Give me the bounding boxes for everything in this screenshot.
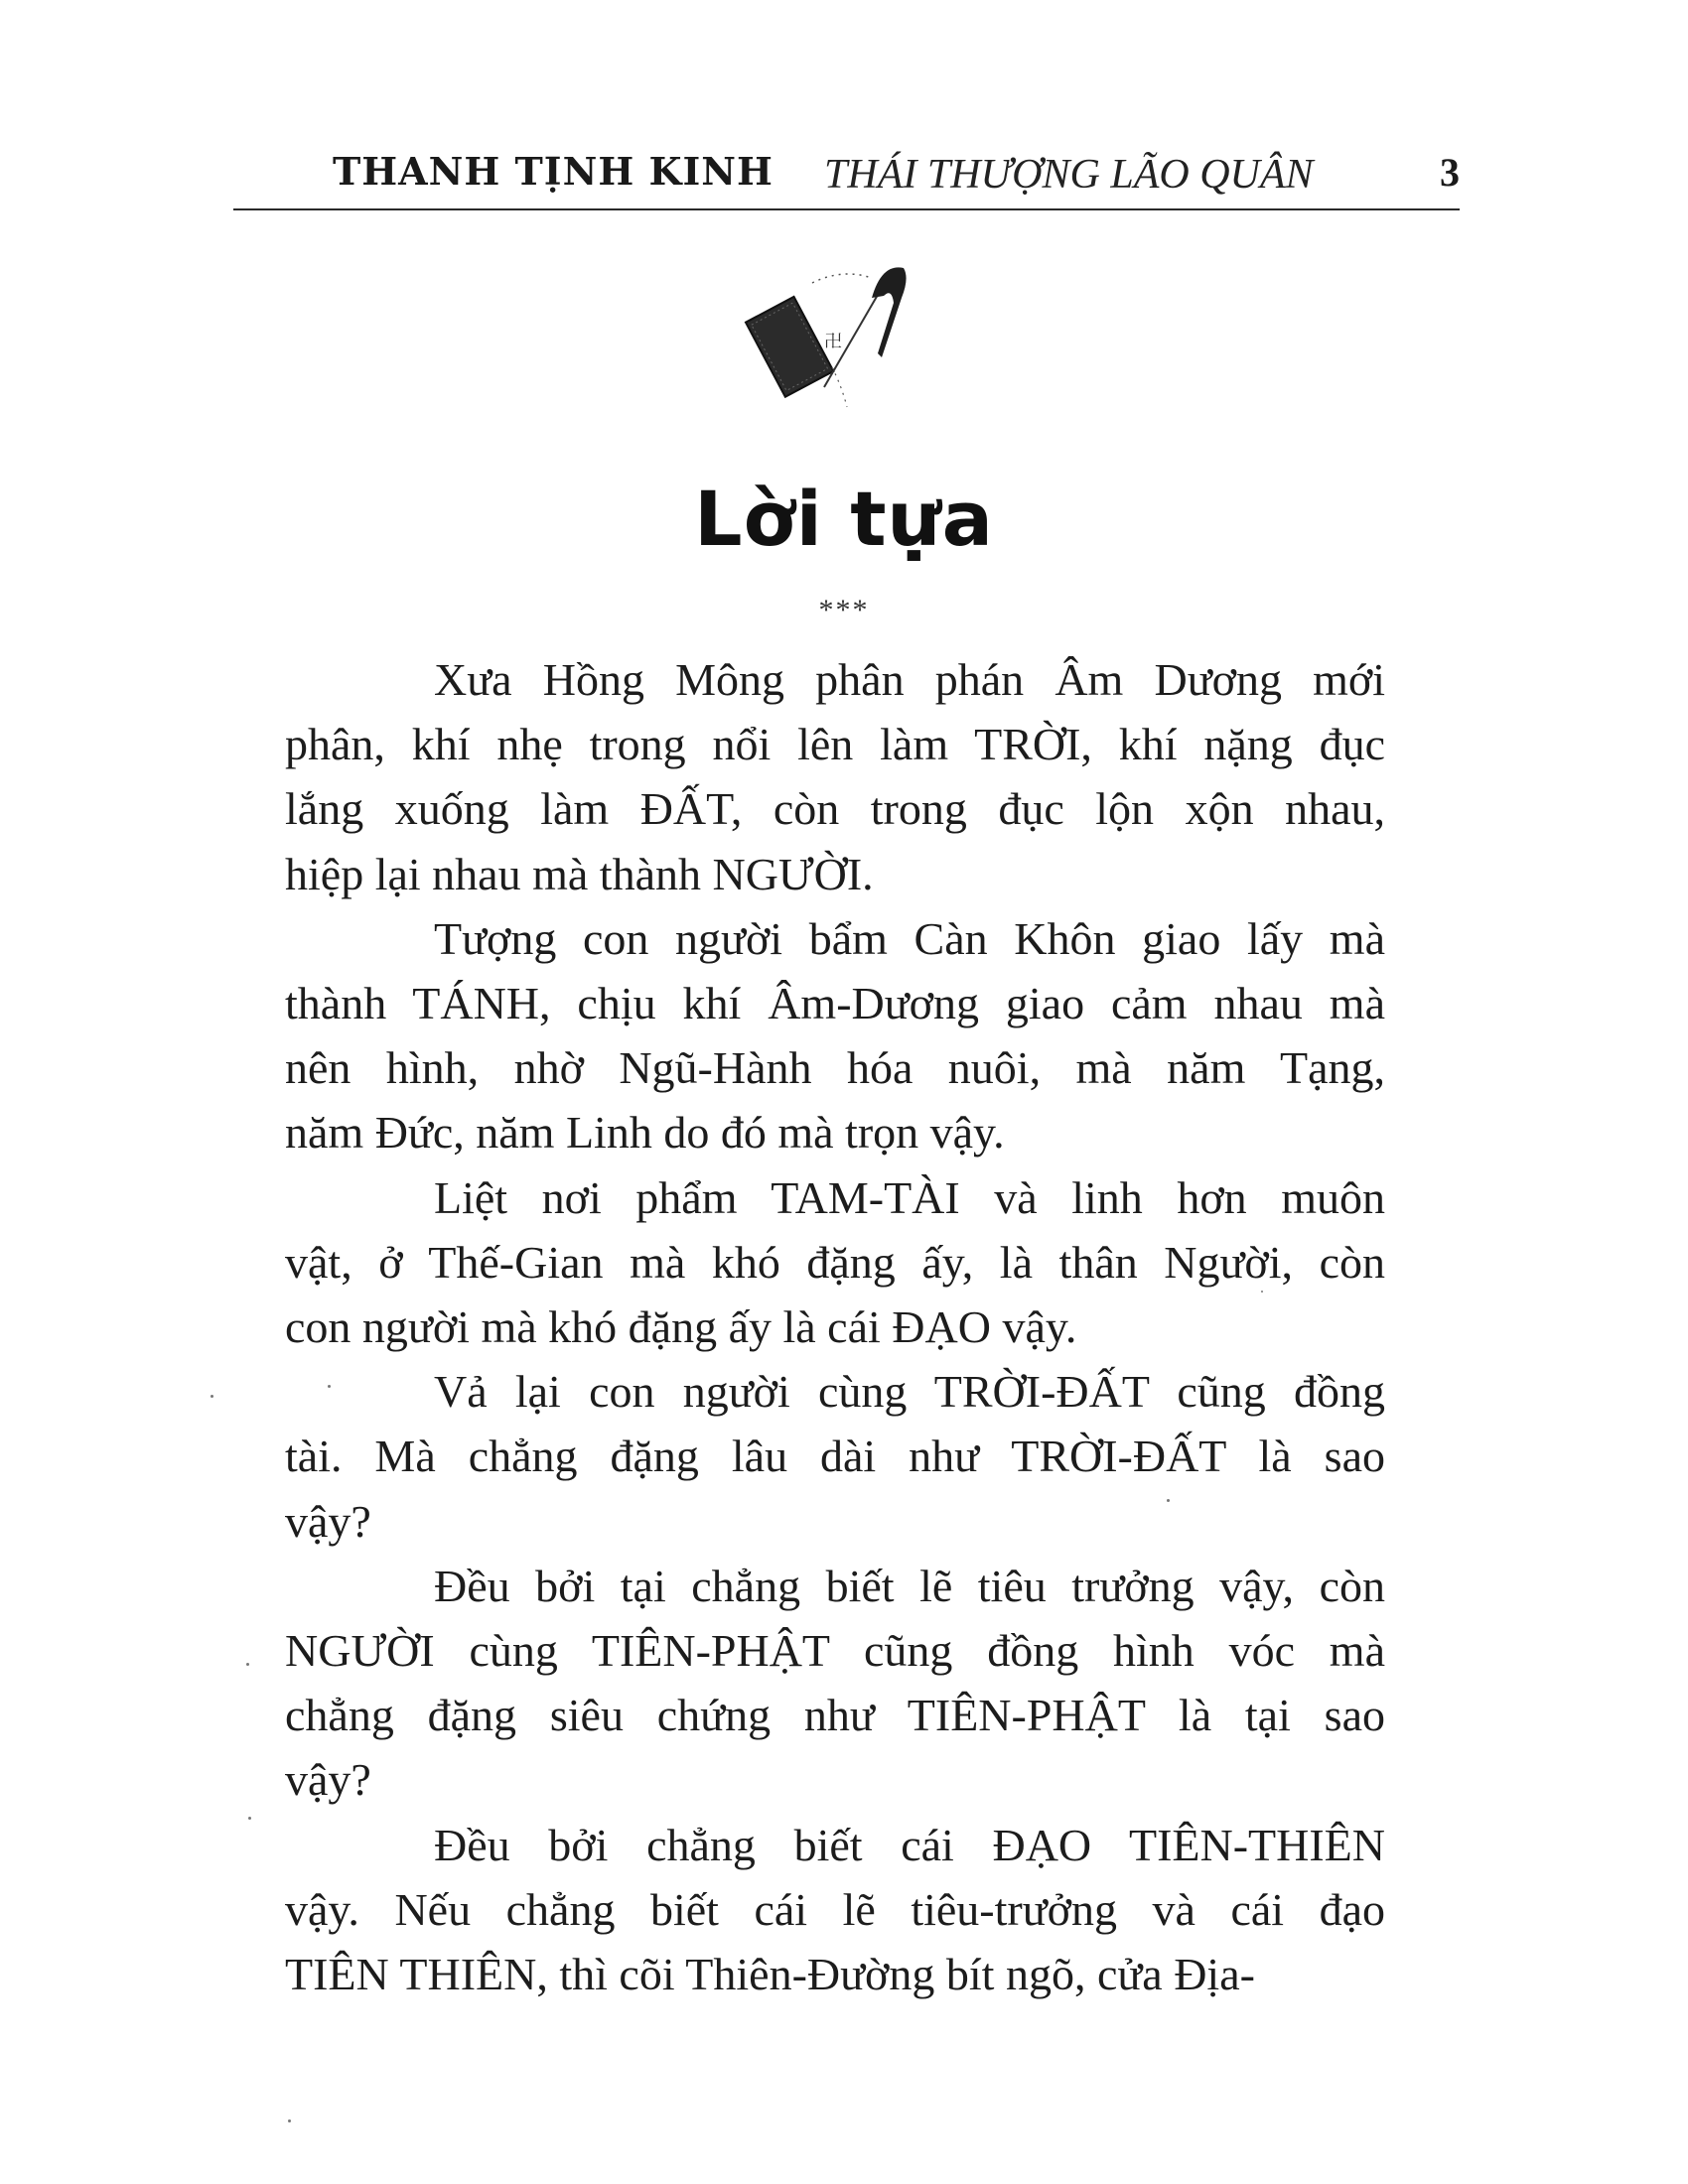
paragraph-line: Xưa Hồng Mông phân phán Âm Dương mới (434, 654, 1385, 705)
paragraph-line: lắng xuống làm ĐẤT, còn trong đục lộn xộn nhau, (285, 783, 1385, 835)
body-text (285, 647, 1385, 2006)
page-number: 3 (1440, 150, 1460, 195)
running-header (233, 149, 1460, 210)
paragraph-line: Đều bởi tại chẳng biết lẽ tiêu trưởng vậy, còn (434, 1560, 1385, 1611)
paragraph-line: hiệp lại nhau mà thành NGƯỜI. (285, 848, 874, 899)
scan-speck (288, 2119, 291, 2122)
paragraph-line: năm Đức, năm Linh do đó mà trọn vậy. (285, 1107, 1005, 1159)
paragraph-line: phân, khí nhẹ trong nổi lên làm TRỜI, khí nặng đục (285, 719, 1385, 770)
paragraph-line: con người mà khó đặng ấy là cái ĐẠO vậy. (285, 1301, 1077, 1353)
paragraph-line: Liệt nơi phẩm TAM-TÀI và linh hơn muôn (434, 1171, 1385, 1223)
paragraph-line: vậy? (285, 1495, 371, 1547)
paragraph-line: vậy? (285, 1754, 371, 1806)
scan-speck (328, 1385, 331, 1388)
ornament-drawing (733, 258, 931, 417)
scan-speck (211, 1395, 213, 1398)
ornament-glyph: 卍 (824, 332, 842, 352)
paragraph-line: tài. Mà chẳng đặng lâu dài như TRỜI-ĐẤT là sao (285, 1431, 1385, 1482)
paragraph-line: chẳng đặng siêu chứng như TIÊN-PHẬT là tại sao (285, 1690, 1385, 1741)
scan-speck (1261, 1291, 1263, 1293)
paragraph-line: Vả lại con người cùng TRỜI-ĐẤT cũng đồng (434, 1366, 1385, 1418)
paragraph-line: vật, ở Thế-Gian mà khó đặng ấy, là thân Người, còn (285, 1236, 1385, 1288)
brush-and-tablet-ornament-icon (733, 258, 931, 417)
author-name: THÁI THƯỢNG LÃO QUÂN (824, 152, 1314, 198)
paragraph-line: Đều bởi chẳng biết cái ĐẠO TIÊN-THIÊN (434, 1819, 1385, 1870)
scan-speck (1167, 1499, 1170, 1502)
paragraph-line: thành TÁNH, chịu khí Âm-Dương giao cảm nhau mà (285, 978, 1385, 1029)
paragraph-line: Tượng con người bẩm Càn Khôn giao lấy mà (434, 912, 1385, 964)
scan-speck (246, 1663, 249, 1666)
paragraph-line: vậy. Nếu chẳng biết cái lẽ tiêu-trưởng và cái đạo (285, 1883, 1385, 1935)
paragraph-line: TIÊN THIÊN, thì cõi Thiên-Đường bít ngõ, cửa Địa- (285, 1949, 1255, 2000)
paragraph-line: NGƯỜI cùng TIÊN-PHẬT cũng đồng hình vóc mà (285, 1625, 1385, 1677)
scan-speck (248, 1817, 251, 1820)
chapter-title: Lời tựa (694, 475, 994, 563)
paragraph-line: nên hình, nhờ Ngũ-Hành hóa nuôi, mà năm Tạng, (285, 1042, 1385, 1094)
book-title: THANH TỊNH KINH (333, 149, 774, 194)
title-separator: *** (818, 594, 870, 626)
